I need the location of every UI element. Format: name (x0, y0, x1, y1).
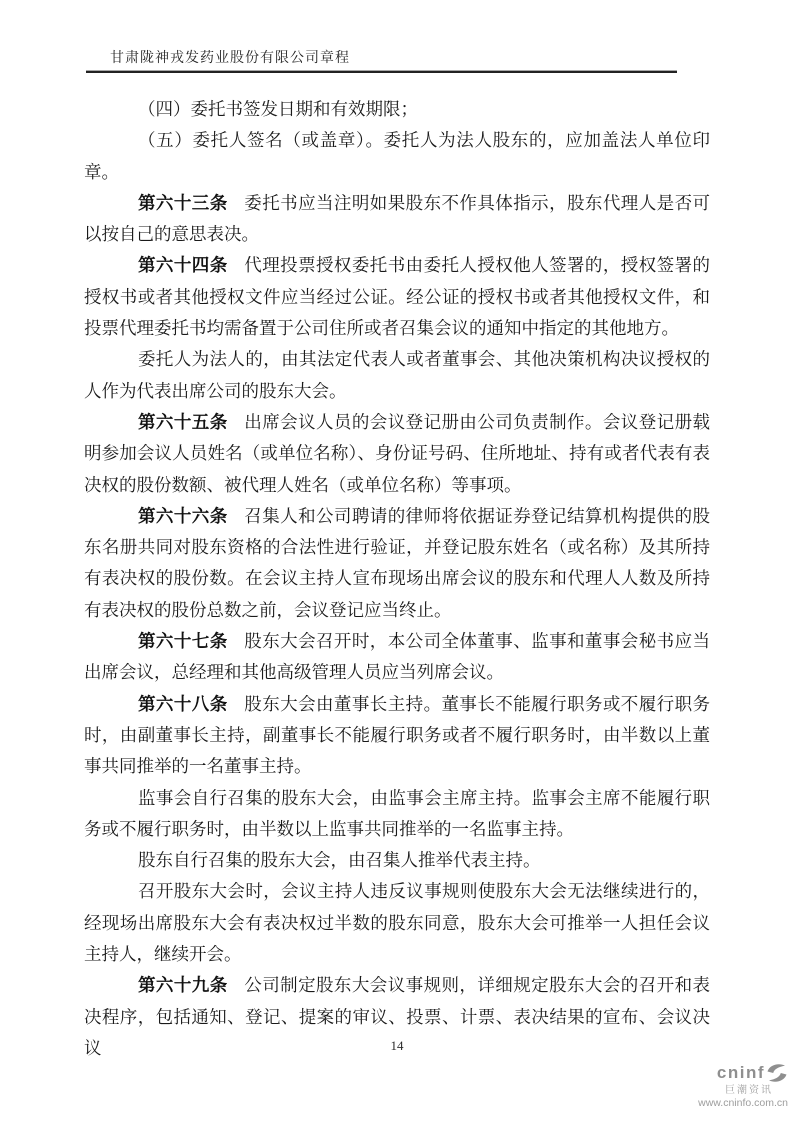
clause-item-5 (84, 125, 710, 188)
article-68-text: 股东大会由董事长主持。董事长不能履行职务或不履行职务时，由副董事长主持，副董事长不能履行职务或者不履行职务时，由半数以上董事共同推举的一名董事主持。 (84, 693, 711, 777)
page-number: 14 (390, 1038, 404, 1053)
article-69-text: 公司制定股东大会议事规则，详细规定股东大会的召开和表决程序，包括通知、登记、提案的审议、投票、计票、表决结果的宣布、会议决议 (84, 975, 711, 1058)
clause-item-4 (84, 94, 710, 125)
header-rule (86, 70, 677, 73)
article-68-para-2-text: 监事会自行召集的股东大会，由监事会主席主持。监事会主席不能履行职务或不履行职务时，由半数以上监事共同推举的一名监事主持。 (84, 787, 710, 839)
cninfo-swirl-icon (766, 1062, 788, 1084)
article-68 (84, 689, 710, 783)
article-66-text: 召集人和公司聘请的律师将依据证券登记结算机构提供的股东名册共同对股东资格的合法性进行验证，并登记股东姓名（或名称）及其所持有表决权的股份数。在会议主持人宣布现场出席会议的股东和代理人人数及所持有表决权的股份总数之前，会议登记应当终止。 (84, 505, 711, 620)
article-68-para-4-text: 召开股东大会时，会议主持人违反议事规则使股东大会无法继续进行的，经现场出席股东大会有表决权过半数的股东同意，股东大会可推举一人担任会议主持人，继续开会。 (84, 881, 710, 965)
clause-item-4-text: （四）委托书签发日期和有效期限； (138, 99, 418, 119)
article-63-text: 委托书应当注明如果股东不作具体指示，股东代理人是否可以按自己的意思表决。 (84, 192, 711, 245)
article-63-number: 第六十三条 (138, 192, 228, 213)
logo-brand-text: cninf (716, 1062, 765, 1082)
header-title: 甘肃陇神戎发药业股份有限公司章程 (110, 51, 350, 66)
article-66-number: 第六十六条 (138, 505, 228, 526)
article-64-text: 代理投票授权委托书由委托人授权他人签署的，授权签署的授权书或者其他授权文件应当经过公证。经公证的授权书或者其他授权文件，和投票代理委托书均需备置于公司住所或者召集会议的通知中指定的其他地方。 (84, 255, 711, 339)
article-67-text: 股东大会召开时，本公司全体董事、监事和董事会秘书应当出席会议，总经理和其他高级管理人员应当列席会议。 (84, 631, 711, 683)
article-69-number: 第六十九条 (138, 975, 228, 996)
article-64-number: 第六十四条 (138, 255, 228, 276)
article-66 (84, 501, 710, 626)
clause-item-5-text: （五）委托人签名（或盖章）。委托人为法人股东的，应加盖法人单位印章。 (84, 130, 710, 182)
logo-brand-row (628, 1062, 788, 1084)
page-header (84, 50, 710, 73)
article-65 (84, 407, 710, 501)
article-64-para-2-text: 委托人为法人的，由其法定代表人或者董事会、其他决策机构决议授权的人作为代表出席公司的股东大会。 (84, 349, 710, 401)
article-68-para-3 (84, 845, 710, 876)
article-67 (84, 626, 710, 689)
article-68-number: 第六十八条 (138, 693, 228, 714)
document-body (84, 94, 710, 1064)
article-64-para-2 (84, 344, 710, 407)
article-64 (84, 250, 710, 344)
article-68-para-4 (84, 876, 710, 970)
article-67-number: 第六十七条 (138, 631, 228, 652)
logo-url: www.cninfo.com.cn (698, 1097, 788, 1109)
article-68-para-3-text: 股东自行召集的股东大会，由召集人推举代表主持。 (138, 850, 541, 871)
cninfo-logo (628, 1062, 788, 1110)
article-65-text: 出席会议人员的会议登记册由公司负责制作。会议登记册载明参加会议人员姓名（或单位名称）、身份证号码、住所地址、持有或者代表有表决权的股份数额、被代理人姓名（或单位名称）等事项。 (84, 411, 711, 495)
article-68-para-2 (84, 783, 710, 846)
article-65-number: 第六十五条 (138, 411, 228, 432)
article-63 (84, 188, 710, 251)
logo-cn-name: 巨潮资讯 (725, 1085, 773, 1096)
